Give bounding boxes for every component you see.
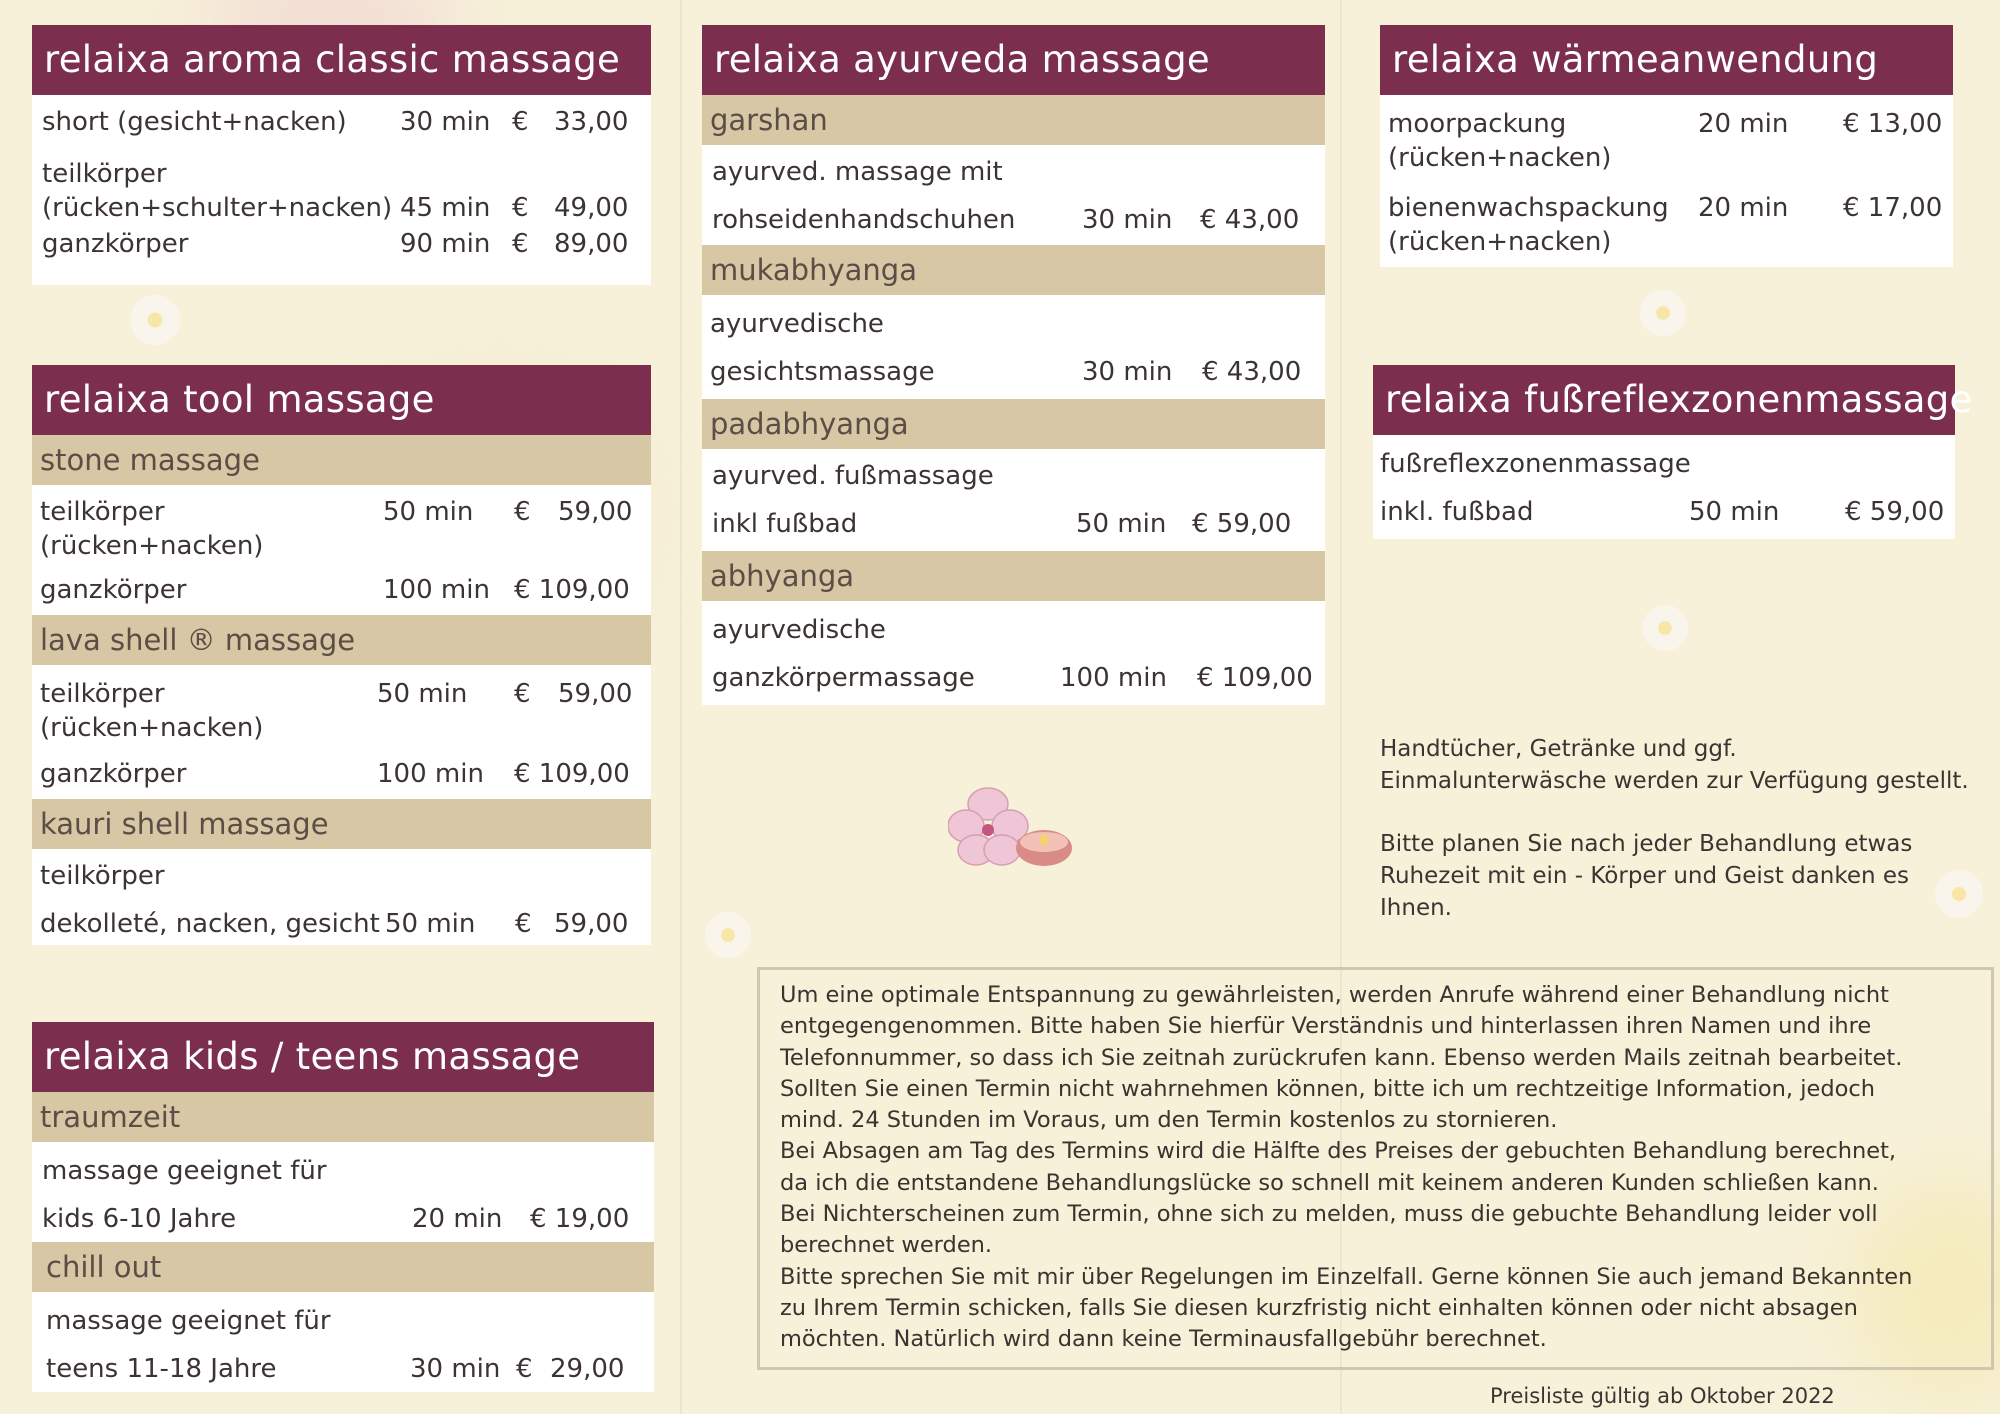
treatment-name: fußreflexzonenmassage — [1380, 449, 1691, 479]
price: € 59,00 — [1845, 497, 1945, 527]
price: € 59,00 — [1192, 509, 1292, 539]
duration: 90 min — [400, 229, 491, 259]
info-line: Bitte planen Sie nach jeder Behandlung etwas — [1380, 831, 1913, 857]
currency: € — [512, 107, 529, 137]
notice-line: Bei Absagen am Tag des Termins wird die Hälfte des Preises der gebuchten Behandlung berechnet, — [780, 1138, 1897, 1165]
duration: 45 min — [400, 193, 491, 223]
fuss-header: relaixa fußreflexzonenmassage — [1373, 365, 1955, 435]
duration: 30 min — [410, 1354, 501, 1384]
price: 59,00 — [558, 679, 633, 709]
stone-body — [32, 485, 651, 615]
price: € 43,00 — [1200, 205, 1300, 235]
treatment-name: ganzkörper — [40, 575, 187, 605]
small-flower-icon — [130, 295, 180, 345]
treatment-name: teilkörper — [40, 497, 165, 527]
treatment-detail: inkl. fußbad — [1380, 497, 1534, 527]
lava-subheader: lava shell ® massage — [32, 615, 651, 665]
fuss-body — [1373, 435, 1955, 539]
treatment-name: ganzkörper — [42, 229, 189, 259]
duration: 20 min — [412, 1204, 503, 1234]
duration: 50 min — [383, 497, 474, 527]
aroma-body — [32, 95, 651, 285]
abhyanga-subheader: abhyanga — [702, 551, 1325, 601]
treatment-detail: inkl fußbad — [712, 509, 858, 539]
duration: 50 min — [377, 679, 468, 709]
price-row — [32, 95, 651, 141]
treatment-detail: teens 11-18 Jahre — [46, 1354, 277, 1384]
treatment-detail: dekolleté, nacken, gesicht — [40, 909, 380, 939]
price: € 43,00 — [1202, 357, 1302, 387]
notice-line: Bei Nichterscheinen zum Termin, ohne sich zu melden, muss die gebuchte Behandlung leider voll — [780, 1201, 1878, 1228]
info-line: Ruhezeit mit ein - Körper und Geist danken es — [1380, 863, 1910, 889]
duration: 50 min — [1689, 497, 1780, 527]
fold-line — [680, 0, 682, 1414]
price: € 109,00 — [514, 575, 630, 605]
notice-line: möchten. Natürlich wird dann keine Terminausfallgebühr berechnet. — [780, 1326, 1547, 1353]
waerme-section — [1380, 25, 1953, 267]
treatment-name: ayurvedische — [712, 615, 886, 645]
notice-line: Telefonnummer, so dass ich Sie zeitnah zurückrufen kann. Ebenso werden Mails zeitnah bearbeitet. — [780, 1044, 1903, 1071]
treatment-detail: (rücken+nacken) — [1388, 143, 1612, 173]
duration: 50 min — [1076, 509, 1167, 539]
traumzeit-subheader: traumzeit — [32, 1092, 654, 1142]
kauri-subheader: kauri shell massage — [32, 799, 651, 849]
treatment-detail: rohseidenhandschuhen — [712, 205, 1016, 235]
lava-body — [32, 665, 651, 799]
duration: 20 min — [1698, 109, 1789, 139]
treatment-name: ayurved. fußmassage — [712, 461, 994, 491]
abhyanga-body — [702, 601, 1325, 705]
price: 29,00 — [550, 1354, 625, 1384]
kauri-body — [32, 849, 651, 945]
price: 59,00 — [554, 909, 629, 939]
info-line: Ihnen. — [1380, 895, 1452, 921]
currency: € — [516, 1354, 533, 1384]
info-line: Handtücher, Getränke und ggf. — [1380, 736, 1737, 762]
treatment-detail: (rücken+nacken) — [1388, 227, 1612, 257]
price: 59,00 — [558, 497, 633, 527]
notice-line: berechnet werden. — [780, 1232, 993, 1259]
garshan-body — [702, 145, 1325, 245]
ayurveda-header: relaixa ayurveda massage — [702, 25, 1325, 95]
price: € 109,00 — [514, 759, 630, 789]
garshan-subheader: garshan — [702, 95, 1325, 145]
currency: € — [515, 909, 532, 939]
treatment-detail: (rücken+nacken) — [40, 713, 264, 743]
ayurveda-section — [702, 25, 1325, 705]
treatment-name: teilkörper — [40, 861, 165, 891]
notice-line: Bitte sprechen Sie mit mir über Regelungen im Einzelfall. Gerne können Sie auch jemand Bekannten — [780, 1263, 1913, 1290]
notice-line: da ich die entstandene Behandlungslücke so schnell mit keinem anderen Kunden schließen kann. — [780, 1169, 1879, 1196]
currency: € — [512, 229, 529, 259]
treatment-detail: kids 6-10 Jahre — [42, 1204, 237, 1234]
fuss-section — [1373, 365, 1973, 539]
padabhyanga-body — [702, 449, 1325, 551]
currency: € — [514, 497, 531, 527]
waerme-body — [1380, 95, 1953, 267]
duration: 30 min — [1082, 357, 1173, 387]
price: € 17,00 — [1843, 193, 1943, 223]
notice-line: Sollten Sie einen Termin nicht wahrnehmen können, bitte ich um rechtzeitige Information, jedoch — [780, 1075, 1876, 1102]
duration: 20 min — [1698, 193, 1789, 223]
flower-candle-icon — [948, 780, 1078, 880]
stone-subheader: stone massage — [32, 435, 651, 485]
currency: € — [514, 679, 531, 709]
price-row — [32, 141, 651, 225]
currency: € — [512, 193, 529, 223]
price: € 13,00 — [1843, 109, 1943, 139]
small-flower-icon — [705, 912, 751, 958]
duration: 30 min — [1082, 205, 1173, 235]
price: 49,00 — [554, 193, 629, 223]
treatment-name: massage geeignet für — [46, 1306, 331, 1336]
price: € 19,00 — [530, 1204, 630, 1234]
price: 33,00 — [554, 107, 629, 137]
duration: 100 min — [383, 575, 490, 605]
price: € 109,00 — [1197, 663, 1313, 693]
kids-header: relaixa kids / teens massage — [32, 1022, 654, 1092]
waerme-header: relaixa wärmeanwendung — [1380, 25, 1953, 95]
info-line: Einmalunterwäsche werden zur Verfügung gestellt. — [1380, 768, 1969, 794]
treatment-detail: (rücken+schulter+nacken) — [42, 193, 393, 223]
treatment-detail: gesichtsmassage — [710, 357, 935, 387]
notice-line: zu Ihrem Termin schicken, falls Sie diesen kurzfristig nicht einhalten können oder nicht absagen — [780, 1294, 1858, 1321]
duration: 30 min — [400, 107, 491, 137]
duration: 100 min — [377, 759, 484, 789]
treatment-name: ayurvedische — [710, 309, 884, 339]
small-flower-icon — [1642, 605, 1688, 651]
notice-line: entgegengenommen. Bitte haben Sie hierfür Verständnis und hinterlassen ihren Namen und ihre — [780, 1013, 1872, 1040]
treatment-name: teilkörper — [40, 679, 165, 709]
validity-note: Preisliste gültig ab Oktober 2022 — [1490, 1384, 1835, 1408]
kids-section — [32, 1022, 654, 1392]
chillout-subheader: chill out — [32, 1242, 654, 1292]
chillout-body — [32, 1292, 654, 1392]
tool-section — [32, 365, 651, 945]
small-flower-icon — [1640, 290, 1686, 336]
treatment-name: ayurved. massage mit — [712, 157, 1003, 187]
treatment-name: ganzkörper — [40, 759, 187, 789]
price-row — [32, 225, 651, 275]
treatment-name: short (gesicht+nacken) — [42, 107, 347, 137]
duration: 100 min — [1060, 663, 1167, 693]
aroma-header: relaixa aroma classic massage — [32, 25, 651, 95]
cancellation-notice — [757, 967, 1994, 1370]
treatment-detail: (rücken+nacken) — [40, 531, 264, 561]
treatment-name: massage geeignet für — [42, 1156, 327, 1186]
treatment-name: bienenwachspackung — [1388, 193, 1669, 223]
tool-header: relaixa tool massage — [32, 365, 651, 435]
notice-line: Um eine optimale Entspannung zu gewährleisten, werden Anrufe während einer Behandlung nicht — [780, 982, 1889, 1008]
treatment-detail: ganzkörpermassage — [712, 663, 975, 693]
treatment-name: moorpackung — [1388, 109, 1567, 139]
price: 89,00 — [554, 229, 629, 259]
treatment-name: teilkörper — [42, 159, 167, 189]
padabhyanga-subheader: padabhyanga — [702, 399, 1325, 449]
mukabhyanga-subheader: mukabhyanga — [702, 245, 1325, 295]
traumzeit-body — [32, 1142, 654, 1242]
info-text — [1380, 733, 1980, 924]
duration: 50 min — [385, 909, 476, 939]
notice-line: mind. 24 Stunden im Voraus, um den Termin kostenlos zu stornieren. — [780, 1107, 1558, 1134]
aroma-section — [32, 25, 651, 285]
mukabhyanga-body — [702, 295, 1325, 399]
